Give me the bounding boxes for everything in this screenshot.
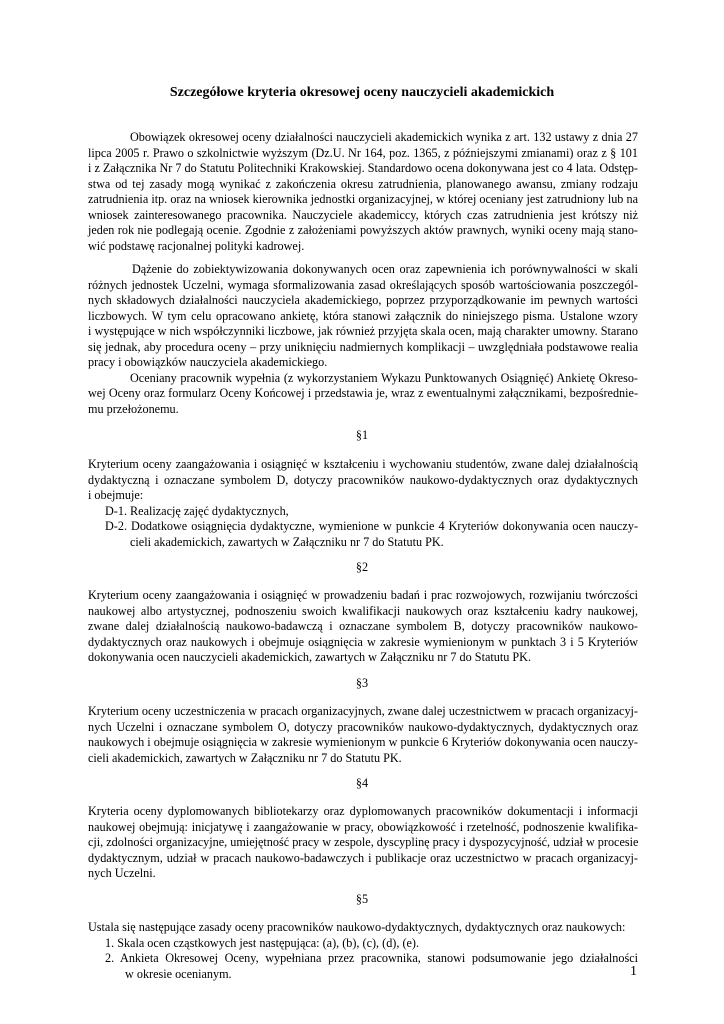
section-heading: §1 xyxy=(355,428,369,442)
section-list-item: cieli akademickich, zawartych w Załączniku nr 7 do Statutu PK. xyxy=(130,534,444,549)
section-line: naukowych i obejmuje osiągnięcia w zakresie wymienionym w punkcie 6 Kryteriów dokonywania ocen nauczy- xyxy=(88,735,638,749)
intro-line: wić podstawę racjonalnej polityki kadrowej. xyxy=(88,238,305,253)
section-heading: §3 xyxy=(355,676,369,690)
intro-line: się jednak, aby procedura oceny – przy uniknięciu nadmiernych komplikacji – uwzględniała podstawowe realia xyxy=(88,339,638,354)
section-list-item: D-1. Realizację zajęć dydaktycznych, xyxy=(105,503,289,518)
section-list-item: D-2. Dodatkowe osiągnięcia dydaktyczne, wymienione w punkcie 4 Kryteriów dokonywania ocen nauczy- xyxy=(105,519,638,533)
section-line: cieli akademickich, zawartych w Załączniku nr 7 do Statutu PK. xyxy=(88,750,402,765)
document-title: Szczegółowe kryteria okresowej oceny nauczycieli akademickich xyxy=(169,85,555,100)
section-line: Kryterium oceny zaangażowania i osiągnięć w kształceniu i wychowaniu studentów, zwane dalej działalnością xyxy=(88,457,638,471)
intro-line: różnych jednostek Uczelni, wymaga sformalizowania zasad określających sposób wartościowania poszczegól- xyxy=(88,277,638,292)
intro-line: jeden rok nie podlegają ocenie. Zgodnie z założeniami powyższych aktów prawnych, wyniki oceny mają stano- xyxy=(88,223,638,237)
section-heading: §2 xyxy=(355,560,369,574)
intro-line: i z Załącznika Nr 7 do Statutu Politechniki Krakowskiej. Standardowo ocena dokonywana jest co 4 lata. Odstęp- xyxy=(88,161,638,175)
intro-line: stwa od tej zasady mogą wynikać z zakończenia okresu zatrudnienia, planowanego awansu, zmiany rodzaju xyxy=(88,176,638,191)
intro-line: pracy i obowiązków nauczyciela akademickiego. xyxy=(88,355,328,369)
intro-line: liczbowych. W tym celu opracowano ankietę, która stanowi załącznik do niniejszego pisma. Ustalone wzory xyxy=(88,308,638,323)
intro-line: nych składowych działalności nauczyciela akademickiego, poprzez przyporządkowanie im pewnych wartości xyxy=(88,293,638,307)
section-line: Kryteria oceny dyplomowanych bibliotekarzy oraz dyplomowanych pracowników dokumentacji i informacji xyxy=(88,804,638,818)
section-heading: §4 xyxy=(355,776,369,790)
page-number: 1 xyxy=(630,964,637,979)
section-line: naukowej obejmują: inicjatywę i zaangażowanie w pracy, obowiązkowość i rzetelność, podnoszenie kwalifika- xyxy=(88,819,638,834)
intro-line: Oceniany pracownik wypełnia (z wykorzystaniem Wykazu Punktowanych Osiągnięć) Ankietę Okreso- xyxy=(130,370,638,385)
section-heading: §5 xyxy=(355,892,369,906)
section-line: naukowej albo artystycznej, podnoszeniu swoich kwalifikacji naukowych oraz kształceniu kadry naukowej, xyxy=(88,603,638,618)
section-line: dydaktyczną i oznaczane symbolem D, dotyczy pracowników naukowo-dydaktycznych oraz dydaktycznych xyxy=(88,472,638,487)
intro-line: i występujące w nich współczynniki liczbowe, jak również przyjęta skala ocen, mają charakter umowny. Starano xyxy=(88,324,638,338)
section-line: nych Uczelni i oznaczane symbolem O, dotyczy pracowników naukowo-dydaktycznych, dydaktycznych oraz xyxy=(88,719,638,734)
section-line: dokonywania ocen nauczycieli akademickich, zawartych w Załączniku nr 7 do Statutu PK. xyxy=(88,650,531,664)
section-line: Kryterium oceny zaangażowania i osiągnięć w prowadzeniu badań i prac rozwojowych, rozwijaniu twórczości xyxy=(88,588,638,602)
intro-line: Obowiązek okresowej oceny działalności nauczycieli akademickich wynika z art. 132 ustawy z dnia 27 xyxy=(130,130,638,144)
intro-line: Dążenie do zobiektywizowania dokonywanych ocen oraz zapewnienia ich porównywalności w skali xyxy=(132,262,638,276)
intro-line: lipca 2005 r. Prawo o szkolnictwie wyższym (Dz.U. Nr 164, poz. 1365, z późniejszymi zmianami) oraz z § 101 xyxy=(88,145,638,160)
intro-line: mu przełożonemu. xyxy=(88,401,179,416)
section-line: Kryterium oceny uczestniczenia w pracach organizacyjnych, zwane dalej uczestnictwem w pracach organizacyj- xyxy=(88,704,638,718)
section-line: dydaktycznych oraz naukowych i obejmuje osiągnięcia w zakresie wymienionym w punktach 3 i 5 Kryteriów xyxy=(88,634,638,649)
section-line: zwane dalej działalnością naukowo-badawczą i oznaczane symbolem B, dotyczy pracowników naukowo- xyxy=(88,619,638,633)
section-line: dydaktycznym, udział w pracach naukowo-badawczych i publikacje oraz uczestnictwo w pracach organizacyj- xyxy=(88,850,638,865)
section-list-item: 2. Ankieta Okresowej Oceny, wypełniana przez pracownika, stanowi podsumowanie jego działalności xyxy=(105,951,638,965)
section-line: Ustala się następujące zasady oceny pracowników naukowo-dydaktycznych, dydaktycznych oraz naukowych: xyxy=(88,920,626,934)
section-line: cji, zdolności organizacyjne, umiejętność pracy w zespole, dyscyplinę pracy i dyspozycyjność, udział w procesie xyxy=(88,835,639,849)
section-list-item: w okresie ocenianym. xyxy=(125,966,232,981)
section-line: nych Uczelni. xyxy=(88,866,156,880)
intro-line: wniosek zainteresowanego pracownika. Nauczyciele akademiccy, których czas zatrudnienia jest krótszy niż xyxy=(88,207,638,222)
section-line: i obejmuje: xyxy=(88,488,144,502)
intro-line: wej Oceny oraz formularz Oceny Końcowej i przedstawia je, wraz z ewentualnymi załącznikami, bezpośrednie- xyxy=(88,386,638,400)
intro-line: zatrudnienia itp. oraz na wniosek kierownika jednostki organizacyjnej, w której oceniany jest zatrudniony lub na xyxy=(88,192,638,206)
section-list-item: 1. Skala ocen cząstkowych jest następująca: (a), (b), (c), (d), (e). xyxy=(105,935,420,950)
